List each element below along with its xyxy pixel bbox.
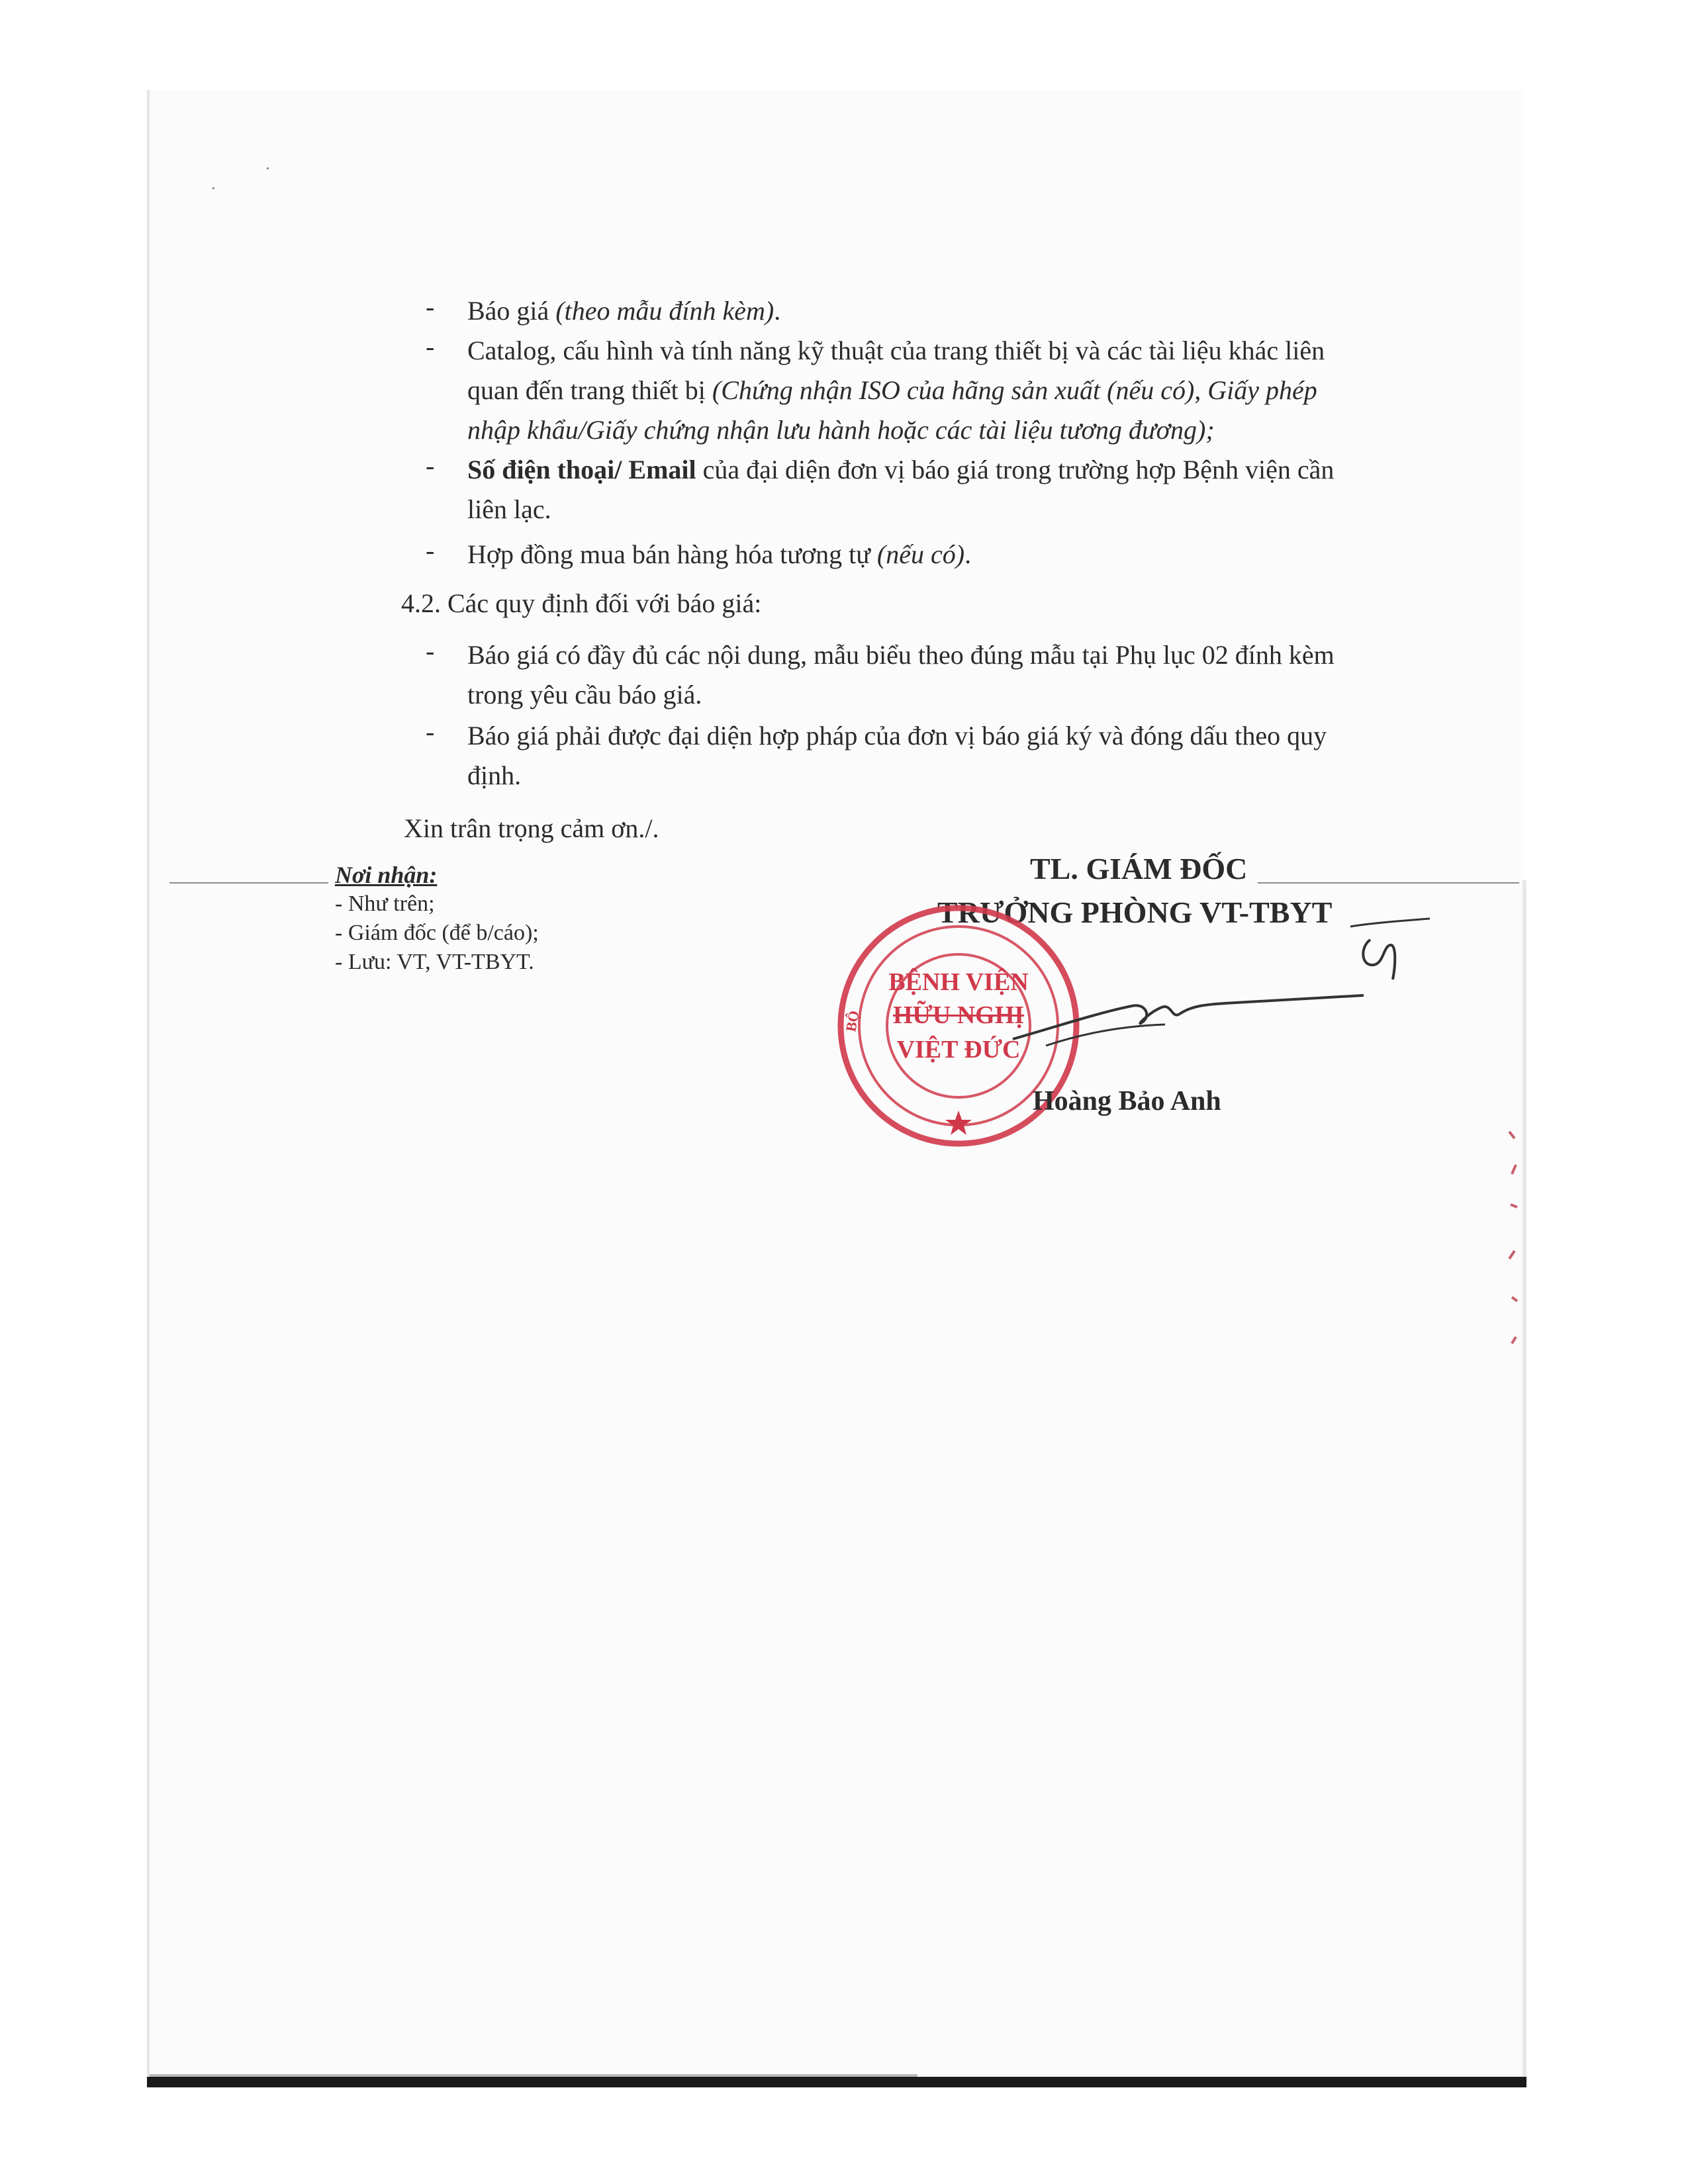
signature-title-2: TRƯỞNG PHÒNG VT-TBYT: [937, 895, 1333, 929]
bullet-line: quan đến trang thiết bị: [467, 375, 712, 405]
bullet-text-italic: (theo mẫu đính kèm): [555, 296, 774, 326]
bullet-item: [467, 331, 1421, 450]
bullet-dash: -: [426, 332, 435, 361]
bullet-dash: -: [426, 451, 435, 480]
recipients-title: Nơi nhận:: [335, 862, 438, 888]
bullet-item: [467, 291, 1460, 331]
rule-item: [467, 716, 1421, 796]
seal-text-line: BỆNH VIỆN: [888, 968, 1029, 996]
scan-edge-left: [147, 90, 150, 2087]
bullet-item: [467, 450, 1421, 529]
scan-edge-right: [1523, 880, 1526, 2087]
bullet-line: liên lạc.: [467, 494, 551, 524]
bullet-text: Hợp đồng mua bán hàng hóa tương tự: [467, 539, 877, 569]
bullet-text: Báo giá: [467, 296, 556, 326]
bullet-text: của đại diện đơn vị báo giá trong trường hợp Bệnh viện cần: [696, 455, 1335, 484]
bullet-dash: -: [426, 292, 435, 322]
rule-line: định.: [467, 760, 522, 790]
scan-speck: ·: [211, 179, 216, 198]
bullet-text-bold: Số điện thoại/ Email: [467, 455, 696, 484]
recipient-line: - Giám đốc (để b/cáo);: [335, 921, 539, 945]
handwritten-initials: [1344, 913, 1436, 989]
fold-line-left: [169, 882, 328, 884]
signature-stroke-icon: [1006, 966, 1377, 1059]
signatory-name: Hoàng Bảo Anh: [1033, 1086, 1221, 1116]
signature-title-1: TL. GIÁM ĐỐC: [1030, 852, 1248, 886]
rule-item: [467, 635, 1421, 715]
bullet-line-italic: (Chứng nhận ISO của hãng sản xuất (nếu có), Giấy phép: [712, 375, 1317, 405]
handwritten-signature: [1006, 966, 1377, 1062]
bullet-text-italic: (nếu có): [876, 539, 965, 569]
scan-speck: ·: [265, 159, 271, 178]
fold-line-right: [1258, 882, 1519, 884]
seal-side-text: BỘ: [842, 1009, 863, 1033]
red-margin-marks-icon: [1503, 1125, 1529, 1363]
scan-edge-bottom: [147, 2077, 1526, 2087]
seal-text-line: VIỆT ĐỨC: [896, 1036, 1021, 1064]
bullet-text-tail: .: [774, 296, 781, 326]
section-heading: 4.2. Các quy định đối với báo giá:: [401, 588, 762, 618]
bullet-item: [467, 535, 1460, 574]
seal-text-line: HỮU NGHỊ: [892, 1001, 1025, 1029]
bullet-dash: -: [426, 717, 435, 747]
recipient-line: - Như trên;: [335, 891, 435, 916]
recipients-block: [335, 860, 539, 977]
rule-line: trong yêu cầu báo giá.: [467, 680, 702, 709]
scan-edge-bottom-inner: [150, 2074, 917, 2077]
closing-text: Xin trân trọng cảm ơn./.: [404, 813, 659, 843]
bullet-line: Catalog, cấu hình và tính năng kỹ thuật của trang thiết bị và các tài liệu khác liên: [467, 336, 1325, 365]
bullet-text-tail: .: [964, 539, 972, 569]
bullet-dash: -: [426, 636, 435, 666]
recipient-line: - Lưu: VT, VT-TBYT.: [335, 950, 534, 974]
rule-line: Báo giá phải được đại diện hợp pháp của đơn vị báo giá ký và đóng dấu theo quy: [467, 721, 1327, 751]
bullet-line-italic: nhập khẩu/Giấy chứng nhận lưu hành hoặc các tài liệu tương đương);: [467, 415, 1215, 445]
initials-stroke-icon: [1344, 913, 1436, 986]
rule-line: Báo giá có đầy đủ các nội dung, mẫu biểu theo đúng mẫu tại Phụ lục 02 đính kèm: [467, 640, 1335, 670]
bullet-dash: -: [426, 535, 435, 565]
